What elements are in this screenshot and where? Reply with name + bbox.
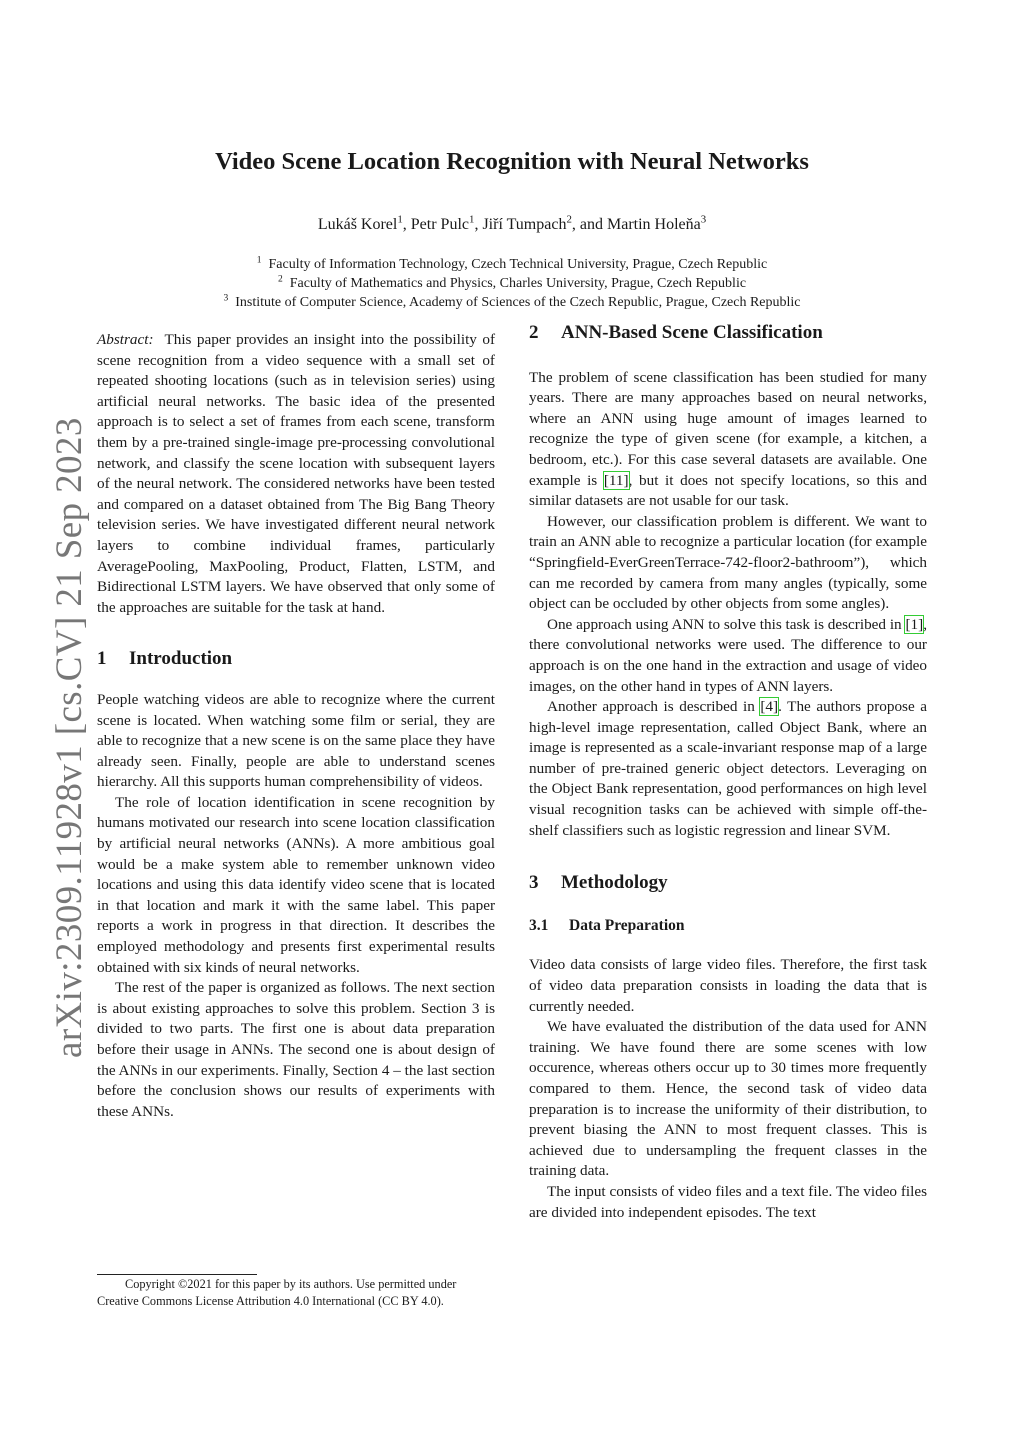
abstract-label: Abstract: bbox=[97, 331, 154, 348]
paragraph-text: One approach using ANN to solve this task is described in bbox=[547, 615, 906, 633]
paragraph-text: , there convolutional networks were used. The difference to our approach is on the one hand in the extraction and usage of video images, on the other hand in types of ANN layers. bbox=[529, 615, 927, 695]
paragraph bbox=[529, 697, 927, 841]
author-name: Martin Holeňa bbox=[607, 216, 701, 233]
citation-link[interactable]: [4] bbox=[760, 698, 779, 716]
paragraph: Video data consists of large video files. Therefore, the first task of video data preparation consists in loading the data that is currently needed. bbox=[529, 956, 927, 1015]
affiliation-text: Faculty of Mathematics and Physics, Charles University, Prague, Czech Republic bbox=[289, 276, 747, 291]
paragraph: The input consists of video files and a text file. The video files are divided into independent episodes. The text bbox=[529, 1182, 927, 1221]
author-list: Lukáš Korel$^1$, Petr Pulc$^1$, Jiří Tumpach$^2$, and Martin Holeňa$^3$ bbox=[317, 213, 707, 233]
affiliation bbox=[0, 274, 1024, 293]
paragraph: The rest of the paper is organized as follows. The next section is about existing approaches to solve this problem. Section 3 is divided to two parts. The first one is about data preparation before their usage in ANNs. The second one is about design of the ANNs in our experiments. Finally, Section 4 – the last section before the conclusion shows our results of experiments with these ANNs. bbox=[97, 979, 495, 1120]
abstract bbox=[97, 330, 495, 618]
paragraph: People watching videos are able to recognize where the current scene is located. When watching some film or serial, they are able to recognize that a new scene is on the same place they have already seen. Finally, people are able to understand scenes hierarchy. All this supports human comprehensibility of videos. bbox=[97, 690, 495, 791]
footnote-rule bbox=[97, 1274, 257, 1275]
affiliation-list bbox=[0, 255, 1024, 312]
author-affiliation-mark: 1 bbox=[397, 213, 403, 226]
paper-title: Video Scene Location Recognition with Neural Networks bbox=[215, 148, 809, 175]
footnote-line: Creative Commons License Attribution 4.0 International (CC BY 4.0). bbox=[97, 1294, 444, 1308]
author-affiliation-mark: 1 bbox=[469, 213, 475, 226]
section-heading-introduction bbox=[97, 649, 495, 670]
author-name: Lukáš Korel bbox=[317, 216, 398, 233]
abstract-text: This paper provides an insight into the possibility of scene recognition from a video sequence with a small set of repeated shooting locations (such as in television series) using artificial neural networks. The basic idea of the presented approach is to select a set of frames from each scene, transform them by a pre-trained single-image pre-processing convolutional network, and classify the scene location with subsequent layers of the neural network. The considered networks have been tested and compared on a dataset obtained from The Big Bang Theory television series. We have investigated different neural network layers to combine individual frames, particularly AveragePooling, MaxPooling, Product, Flatten, LSTM, and Bidirectional LSTM layers. We have observed that only some of the approaches are suitable for the task at hand. bbox=[97, 331, 496, 616]
affiliation bbox=[0, 293, 1024, 312]
paragraph-text: , but it does not specify locations, so this and similar datasets are not usable for our task. bbox=[529, 471, 927, 510]
affiliation-mark: 3 bbox=[223, 293, 229, 304]
copyright-footnote bbox=[97, 1276, 499, 1310]
citation-link[interactable]: [1] bbox=[905, 615, 924, 633]
section-heading-methodology bbox=[529, 873, 927, 894]
paragraph: We have evaluated the distribution of the data used for ANN training. We have found there are some scenes with low occurence, whereas others occur up to 30 times more frequently compared to them. Hence, the second task of video data preparation is to increase the uniformity of their distribution, to prevent biasing the ANN to most frequent classes. This is achieved due to undersampling the frequent classes in the training data. bbox=[529, 1018, 927, 1180]
subsection-number: 3.1 bbox=[529, 916, 549, 934]
subsection-title: Data Preparation bbox=[569, 916, 685, 934]
author-name: Petr Pulc bbox=[410, 216, 469, 233]
citation-link[interactable]: [11] bbox=[603, 471, 629, 489]
subsection-heading-data-preparation bbox=[529, 916, 927, 937]
affiliation bbox=[0, 255, 1024, 274]
paragraph: However, our classification problem is different. We want to train an ANN able to recognize a particular location (for example “Springfield-EverGreenTerrace-742-floor2-bathroom”), which can me recorded by camera from many angles (typically, some object can be occluded by other objects from some angles). bbox=[529, 512, 927, 613]
paragraph bbox=[529, 615, 927, 697]
section-title: Introduction bbox=[129, 648, 233, 670]
section-number: 3 bbox=[529, 872, 539, 894]
affiliation-text: Institute of Computer Science, Academy of Sciences of the Czech Republic, Prague, Czech Republic bbox=[235, 295, 801, 310]
arxiv-stamp: arXiv:2309.11928v1 [cs.CV] 21 Sep 2023 bbox=[49, 417, 90, 1058]
paragraph-text: . The authors propose a high-level image representation, called Object Bank, where an image is represented as a scale-invariant response map of a large number of pre-trained generic object detectors. Leveraging on the Object Bank representation, good performances on high level visual recognition tasks can be achieved with simple off-the-shelf classifiers such as logistic regression and linear SVM. bbox=[529, 698, 928, 839]
section-number: 2 bbox=[529, 322, 539, 343]
paragraph bbox=[529, 368, 927, 512]
footnote-line: Copyright ©2021 for this paper by its authors. Use permitted under bbox=[125, 1277, 457, 1291]
affiliation-mark: 1 bbox=[256, 255, 262, 266]
left-column bbox=[97, 330, 495, 1122]
author-affiliation-mark: 3 bbox=[700, 213, 707, 226]
section-title: ANN-Based Scene Classification bbox=[561, 322, 823, 343]
paragraph-text: The problem of scene classification has been studied for many years. There are many approaches based on neural networks, where an ANN using huge amount of images learned to recognize the type of given scene (for example, a kitchen, a bedroom, etc.). For this case several datasets are available. One example is bbox=[529, 368, 927, 489]
right-column bbox=[529, 323, 927, 1223]
paragraph: The role of location identification in scene recognition by humans motivated our research into scene location classification by artificial neural networks (ANNs). A more ambitious goal would be a make system able to remember unknown video locations and using this data identify video scene that is located in that location and mark it with the same label. This paper reports a work in progress in that direction. It describes the employed methodology and presents first experimental results obtained with six kinds of neural networks. bbox=[97, 793, 495, 976]
section-heading-ann-based-scene-classification bbox=[529, 323, 927, 344]
author-affiliation-mark: 2 bbox=[566, 213, 572, 226]
paragraph-text: Another approach is described in bbox=[547, 698, 761, 716]
author-name: Jiří Tumpach bbox=[482, 216, 567, 233]
section-title: Methodology bbox=[561, 872, 668, 894]
section-number: 1 bbox=[97, 648, 107, 670]
affiliation-mark: 2 bbox=[277, 274, 283, 285]
affiliation-text: Faculty of Information Technology, Czech Technical University, Prague, Czech Republic bbox=[268, 257, 768, 272]
